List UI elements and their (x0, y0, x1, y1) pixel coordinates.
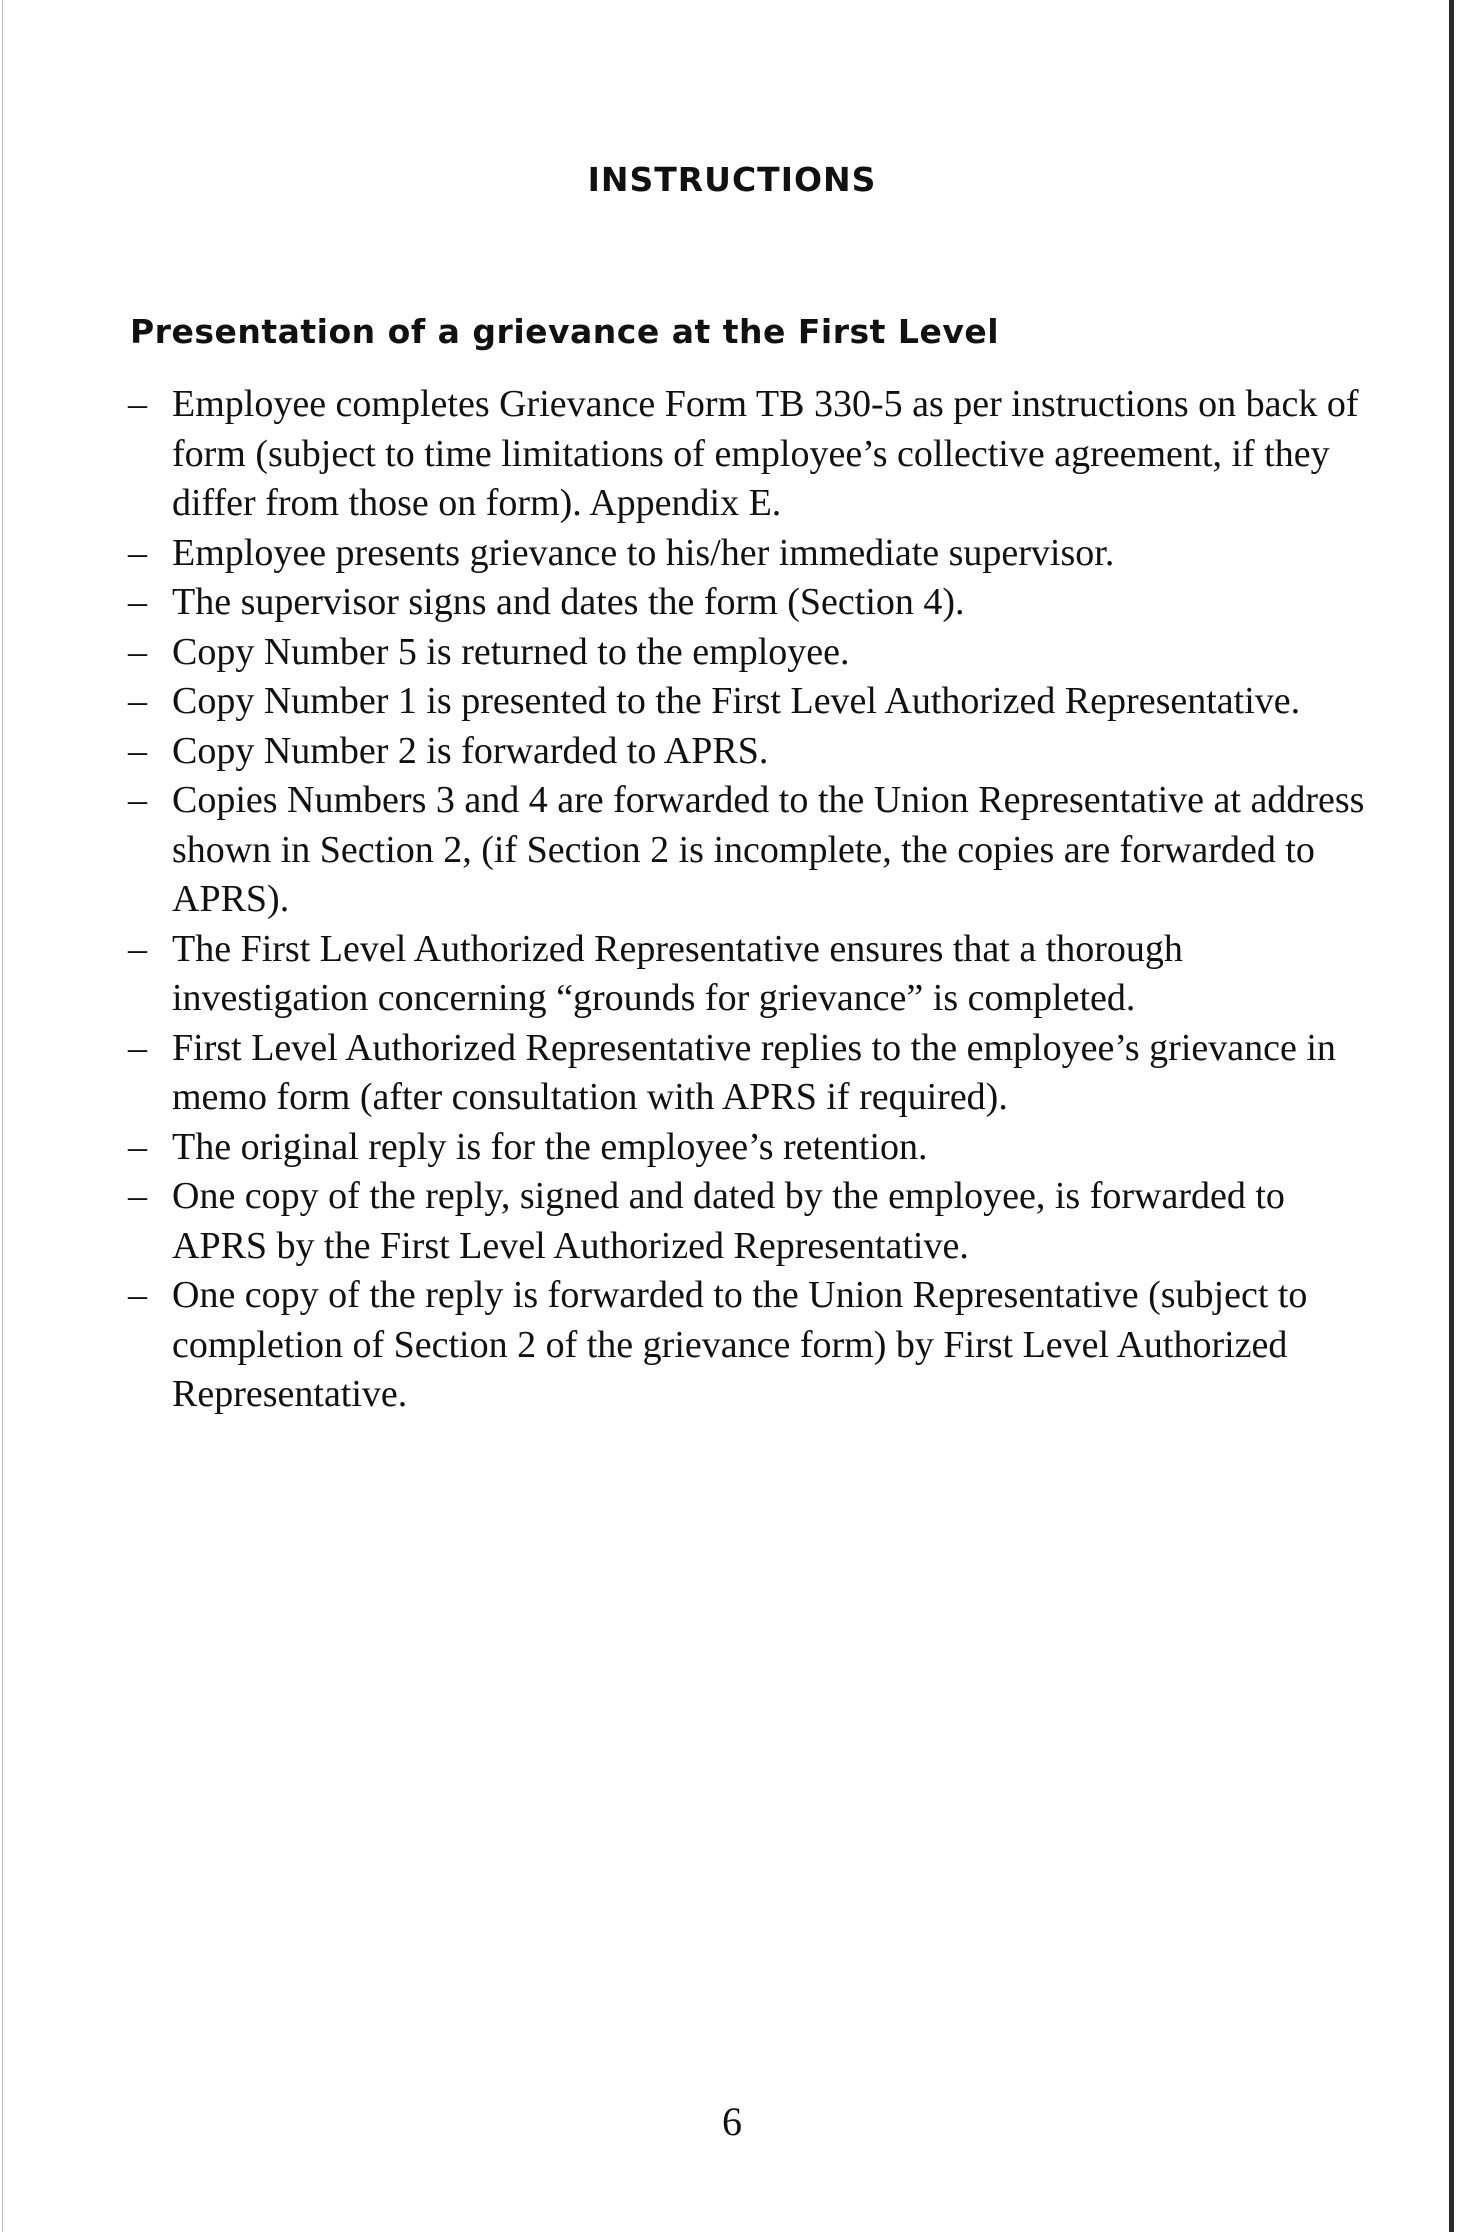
list-item (128, 529, 1368, 579)
list-item-text: Copies Numbers 3 and 4 are forwarded to the Union Representative at address shown in Section 2, (if Section 2 is incomplete, the copies are forwarded to APRS). (172, 779, 1365, 920)
list-item-text: First Level Authorized Representative replies to the employee’s grievance in memo form (after consultation with APRS if required). (172, 1026, 1336, 1118)
list-item-text: One copy of the reply is forwarded to the Union Representative (subject to completion of Section 2 of the grievance form) by First Level Authorized Representative. (172, 1274, 1308, 1415)
list-item (128, 1024, 1368, 1123)
list-item-text: The First Level Authorized Representative ensures that a thorough investigation concerning “grounds for grievance” is completed. (172, 927, 1183, 1019)
list-item (128, 1172, 1368, 1271)
list-dash: – (128, 383, 147, 425)
instruction-list (128, 380, 1368, 1420)
list-dash: – (128, 531, 147, 574)
list-item-text: Copy Number 2 is forwarded to APRS. (172, 729, 769, 772)
list-dash: – (128, 1274, 147, 1316)
list-item-text: Copy Number 1 is presented to the First Level Authorized Representative. (172, 680, 1301, 722)
list-item (128, 578, 1368, 628)
page-heading: INSTRUCTIONS (587, 160, 877, 199)
list-item (128, 628, 1368, 678)
list-item-text: Employee presents grievance to his/her immediate supervisor. (172, 531, 1115, 574)
list-dash: – (128, 630, 147, 673)
page-left-edge (2, 0, 3, 2232)
list-dash: – (128, 1125, 147, 1168)
list-item (128, 776, 1368, 925)
list-dash: – (128, 729, 147, 772)
list-item (128, 380, 1368, 529)
list-item (128, 1271, 1368, 1420)
list-item-text: Copy Number 5 is returned to the employee. (172, 630, 850, 673)
list-dash: – (128, 680, 147, 722)
page-right-edge (1449, 0, 1454, 2232)
list-dash: – (128, 581, 147, 623)
list-item (128, 677, 1368, 727)
list-item-text: The original reply is for the employee’s retention. (172, 1125, 928, 1168)
list-item (128, 1123, 1368, 1173)
list-item-text: Employee completes Grievance Form TB 330-5 as per instructions on back of form (subject to time limitations of employee’s collective agreement, if they differ from those on form). Appendix E. (172, 383, 1359, 524)
list-item-text: One copy of the reply, signed and dated by the employee, is forwarded to APRS by the First Level Authorized Representative. (172, 1175, 1285, 1267)
list-item-text: The supervisor signs and dates the form (Section 4). (172, 581, 965, 623)
list-dash: – (128, 1175, 147, 1217)
list-dash: – (128, 927, 147, 970)
list-dash: – (128, 779, 147, 821)
list-item (128, 727, 1368, 777)
list-dash: – (128, 1026, 147, 1069)
section-title: Presentation of a grievance at the First Level (130, 312, 1000, 351)
page-number: 6 (722, 2099, 742, 2144)
list-item (128, 925, 1368, 1024)
